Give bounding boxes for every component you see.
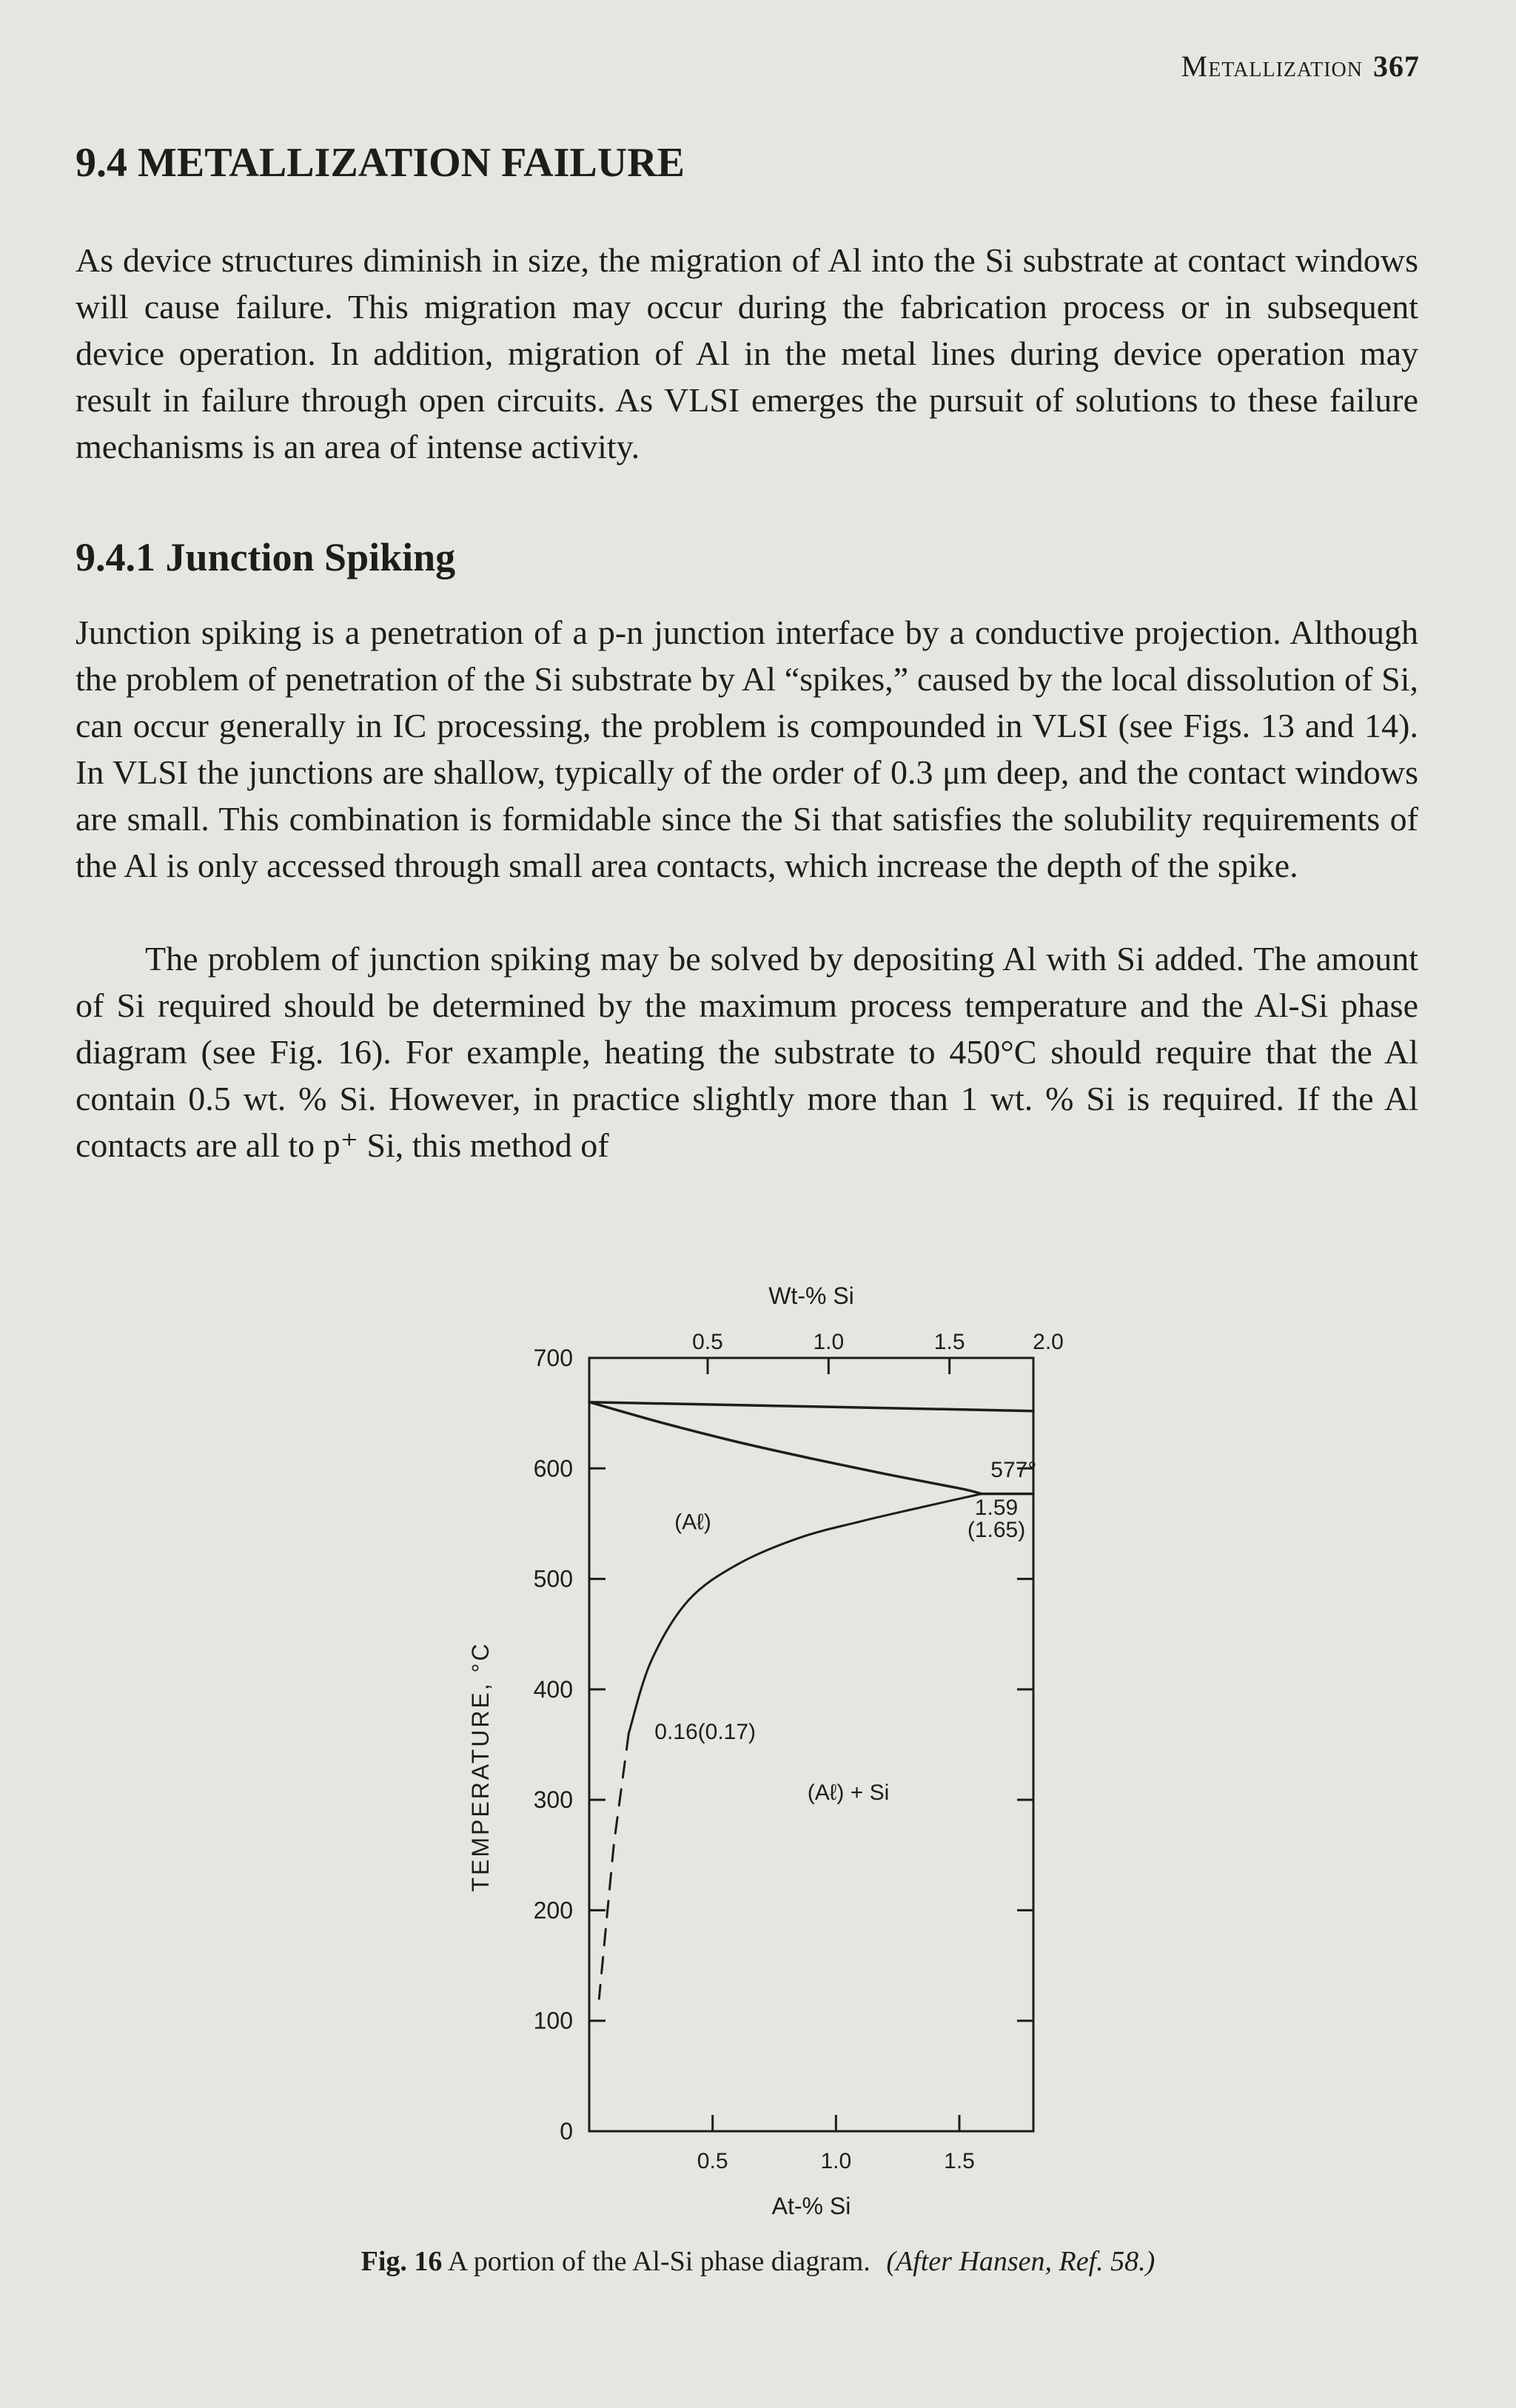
y-tick-label: 600	[533, 1455, 573, 1482]
plot-frame	[589, 1358, 1033, 2131]
y-tick-label: 400	[533, 1675, 573, 1703]
y-tick-label: 300	[533, 1786, 573, 1814]
annotation-label: (Aℓ) + Si	[807, 1780, 890, 1806]
x-axis-title: At-% Si	[771, 2193, 851, 2219]
figure-caption-text: A portion of the Al-Si phase diagram.	[447, 2246, 871, 2277]
y-axis-title: TEMPERATURE, °C	[467, 1641, 494, 1892]
annotation-label: (Aℓ)	[674, 1510, 711, 1535]
section-title: 9.4 METALLIZATION FAILURE	[76, 140, 685, 186]
page-number: 367	[1373, 50, 1420, 83]
subsection-paragraph-1: Junction spiking is a penetration of a p-n junction interface by a conductive projection. Although the problem of penetration of the Si substrate by Al “spikes,” caused by the local dissolution of Si, can occur generally in IC processing, the problem is compounded in VLSI (see Figs. 13 and 14). In VLSI the junctions are shallow, typically of the order of 0.3 μm deep, and the contact windows are small. This combination is formidable since the Si that satisfies the solubility requirements of the Al is only accessed through small area contacts, which increase the depth of the spike.	[76, 613, 1418, 884]
subsection-title: 9.4.1 Junction Spiking	[76, 535, 456, 579]
x-tick-label: 0.5	[697, 2149, 728, 2173]
running-header	[1181, 49, 1420, 84]
solvus-extrapolated-dashed	[599, 1734, 628, 1999]
y-tick-label: 200	[533, 1897, 573, 1924]
annotation-label: 1.59	[974, 1495, 1019, 1520]
y-tick-label: 0	[560, 2118, 573, 2145]
annotation-label: 0.16(0.17)	[654, 1720, 757, 1745]
annotation-label: 577°	[990, 1458, 1037, 1483]
x-tick-label: 1.0	[820, 2149, 852, 2173]
x-tick-label: 1.5	[944, 2149, 975, 2173]
x2-tick-label: 1.5	[933, 1330, 965, 1354]
phase-diagram-svg	[415, 1265, 1096, 2227]
y-tick-label: 100	[533, 2007, 573, 2034]
annotation-label: (1.65)	[967, 1517, 1026, 1542]
liquidus-upper-line	[589, 1402, 1033, 1411]
x2-tick-label: 2.0	[1033, 1330, 1064, 1354]
phase-diagram	[415, 1265, 1096, 2231]
figure-caption	[0, 2245, 1516, 2278]
liquidus-curve	[589, 1402, 982, 1494]
x2-tick-label: 1.0	[813, 1330, 845, 1354]
x2-tick-label: 0.5	[692, 1330, 723, 1354]
x2-axis-title: Wt-% Si	[768, 1282, 854, 1309]
figure-label: Fig. 16	[360, 2246, 443, 2277]
running-title: Metallization	[1181, 50, 1363, 83]
subsection-paragraph-2: The problem of junction spiking may be solved by depositing Al with Si added. The amount of Si required should be determined by the maximum process temperature and the Al-Si phase diagram (see Fig. 16). For example, heating the substrate to 450°C should require that the Al contain 0.5 wt. % Si. However, in practice slightly more than 1 wt. % Si is required. If the Al contacts are all to p⁺ Si, this method of	[76, 940, 1418, 1164]
figure-source: (After Hansen, Ref. 58.)	[886, 2246, 1156, 2277]
y-tick-label: 700	[533, 1345, 573, 1371]
y-tick-label: 500	[533, 1565, 573, 1593]
section-paragraph: As device structures diminish in size, the migration of Al into the Si substrate at contact windows will cause failure. This migration may occur during the fabrication process or in subsequent device operation. In addition, migration of Al in the metal lines during device operation may result in failure through open circuits. As VLSI emerges the pursuit of solutions to these failure mechanisms is an area of intense activity.	[76, 241, 1418, 465]
